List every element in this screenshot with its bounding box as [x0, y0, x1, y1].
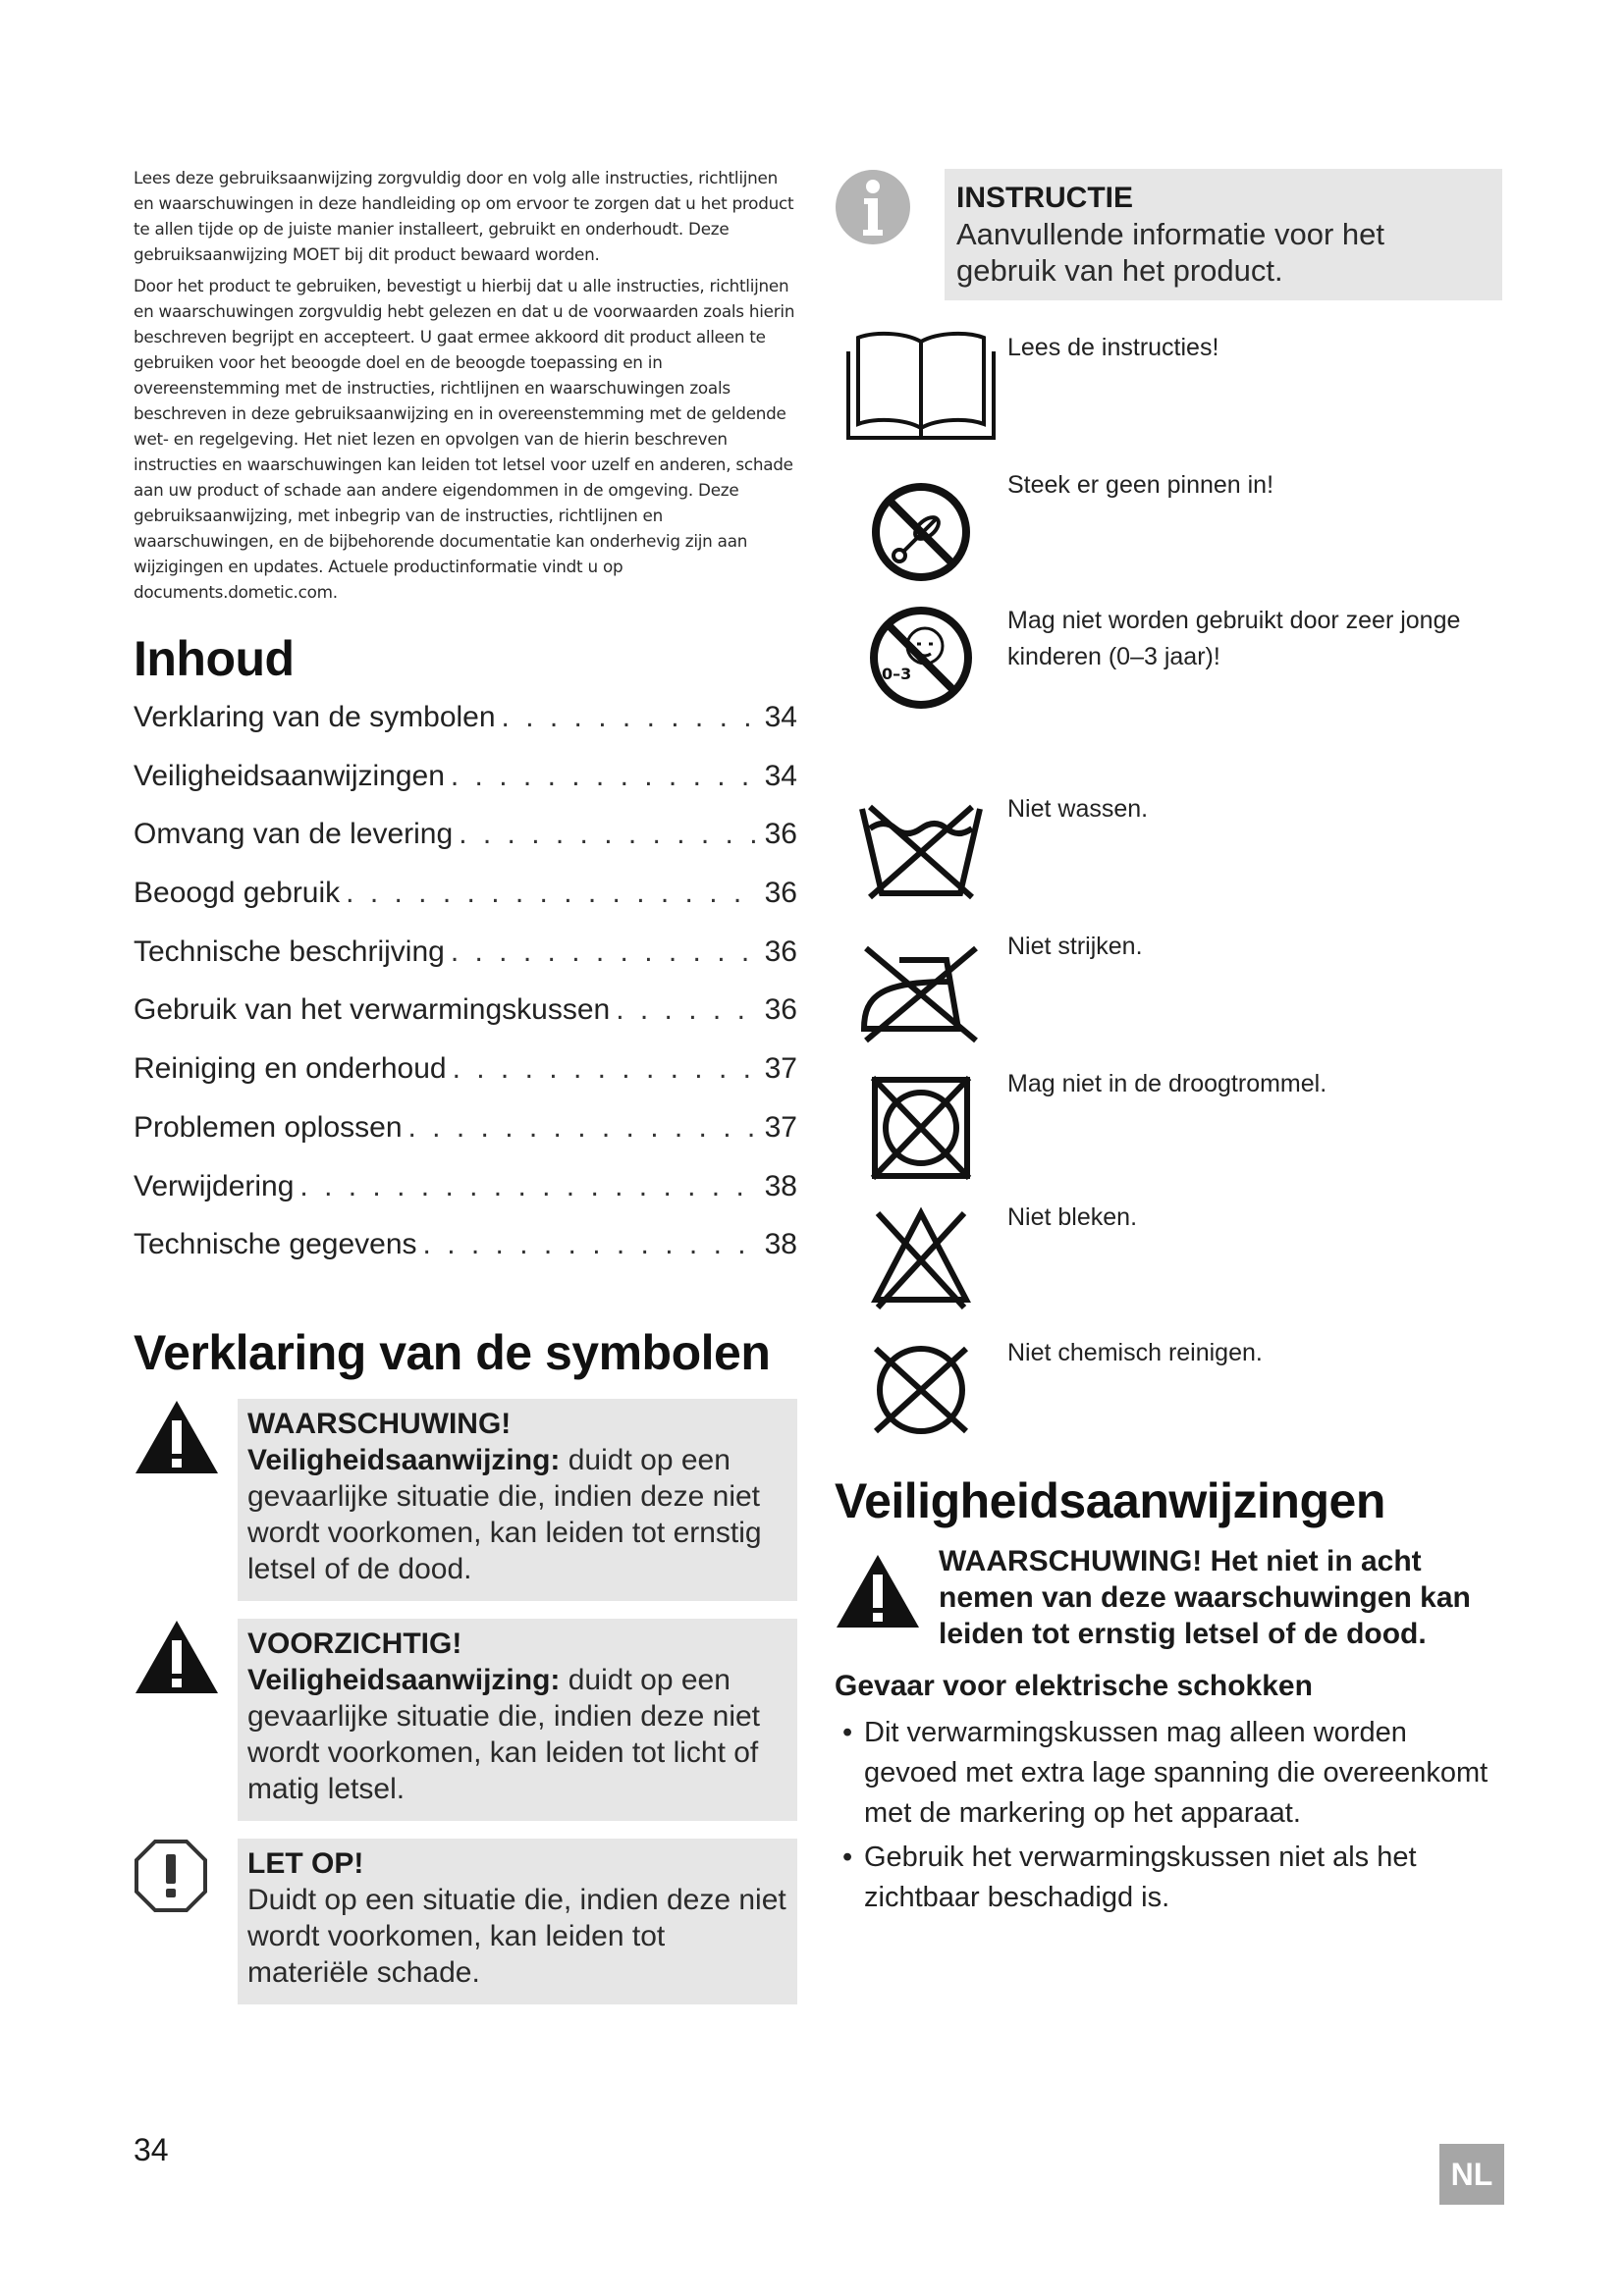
toc-item[interactable] [134, 760, 797, 819]
electric-shock-subheading: Gevaar voor elektrische schokken [835, 1670, 1313, 1702]
symbol-label: Niet strijken. [1007, 933, 1143, 960]
toc-heading: Inhoud [134, 631, 295, 686]
toc-item-page: 37 [764, 1110, 797, 1144]
toc-item-page: 38 [764, 1228, 797, 1261]
warning-text: duidt op een gevaarlijke situatie die, indien deze niet wordt voorkomen, kan leiden tot ernstig letsel of de dood. [247, 1443, 762, 1585]
toc-item-page: 36 [764, 818, 797, 851]
symbol-label: Mag niet in de droogtrommel. [1007, 1070, 1327, 1097]
toc-item-page: 36 [764, 934, 797, 968]
toc-item-title: Verwijdering [134, 1170, 299, 1203]
toc-item-title: Veiligheidsaanwijzingen [134, 760, 451, 793]
toc-item-page: 36 [764, 877, 797, 910]
toc-item[interactable] [134, 993, 797, 1052]
symbol-label: Mag niet worden gebruikt door zeer jonge kinderen (0–3 jaar)! [1007, 607, 1461, 670]
symbol-row [835, 330, 1502, 467]
warning-title: WAARSCHUWING! [247, 1407, 512, 1440]
warning-icon [134, 1399, 238, 1601]
instruction-text: Aanvullende informatie voor het gebruik van het product. [956, 217, 1384, 288]
age-range-label: 0–3 [882, 665, 912, 683]
exclamation-octagon-icon [134, 1839, 238, 2004]
toc-item-page: 37 [764, 1052, 797, 1086]
safety-bullet-list [835, 1713, 1502, 1918]
warning-label: Veiligheidsaanwijzing: [247, 1443, 561, 1476]
intro-paragraph-1: Lees deze gebruiksaanwijzing zorgvuldig door en volg alle instructies, richtlijnen en waarschuwingen in deze handleiding op om ervoor te zorgen dat u het product te allen tijde op de juiste manier installeert, gebruikt en onderhoudt. Deze gebruiksaanwijzing MOET bij dit product bewaard worden. [134, 168, 794, 264]
no-dry-clean-icon [835, 1335, 1007, 1437]
toc-item[interactable] [134, 1170, 797, 1229]
intro-text [134, 165, 797, 605]
symbol-row [835, 1200, 1502, 1335]
instruction-title: INSTRUCTIE [956, 182, 1133, 214]
toc-item[interactable] [134, 818, 797, 877]
toc-item-page: 38 [764, 1169, 797, 1202]
toc-item-title: Omvang van de levering [134, 818, 459, 851]
toc-item-title: Technische gegevens [134, 1228, 423, 1261]
no-young-children-icon [835, 603, 1007, 711]
toc-item[interactable] [134, 935, 797, 994]
caution-text: duidt op een gevaarlijke situatie die, indien deze niet wordt voorkomen, kan leiden tot licht of matig letsel. [247, 1663, 760, 1805]
book-icon [835, 330, 1007, 444]
toc-item[interactable] [134, 1111, 797, 1170]
table-of-contents [134, 701, 797, 1287]
safety-heading: Veiligheidsaanwijzingen [835, 1473, 1385, 1528]
no-pins-icon [835, 467, 1007, 583]
note-notice [134, 1839, 797, 2004]
toc-item[interactable] [134, 877, 797, 935]
caution-icon [134, 1619, 238, 1821]
caution-title: VOORZICHTIG! [247, 1627, 462, 1660]
caution-label: Veiligheidsaanwijzing: [247, 1663, 561, 1696]
toc-item-title: Gebruik van het verwarmingskussen [134, 993, 616, 1027]
symbol-row [835, 929, 1502, 1066]
caution-notice [134, 1619, 797, 1821]
toc-item[interactable] [134, 1052, 797, 1111]
symbol-row [835, 791, 1502, 929]
no-iron-icon [835, 929, 1007, 1044]
note-text: Duidt op een situatie die, indien deze niet wordt voorkomen, kan leiden tot materiële schade. [247, 1883, 786, 1989]
no-bleach-icon [835, 1200, 1007, 1309]
warning-icon [835, 1543, 939, 1652]
page-number: 34 [134, 2132, 169, 2167]
symbol-row [835, 1066, 1502, 1200]
info-icon [835, 169, 945, 300]
no-tumble-dry-icon [835, 1066, 1007, 1182]
toc-item-title: Verklaring van de symbolen [134, 701, 502, 734]
symbol-row [835, 467, 1502, 603]
toc-item-title: Reiniging en onderhoud [134, 1052, 453, 1086]
toc-item-page: 34 [764, 759, 797, 792]
symbols-heading: Verklaring van de symbolen [134, 1324, 771, 1380]
instruction-notice [835, 169, 1502, 300]
symbol-row [835, 603, 1502, 791]
toc-item-page: 36 [764, 993, 797, 1027]
language-badge: NL [1439, 2144, 1504, 2205]
toc-item[interactable] [134, 1228, 797, 1287]
symbol-label: Niet wassen. [1007, 795, 1149, 823]
toc-item-page: 34 [764, 701, 797, 733]
list-item: • Dit verwarmingskussen mag alleen worden gevoed met extra lage spanning die overeenkomt met de markering op het apparaat. [835, 1713, 1502, 1834]
symbol-label: Lees de instructies! [1007, 334, 1219, 361]
safety-warning-text: WAARSCHUWING! Het niet in acht nemen van deze waarschuwingen kan leiden tot ernstig letsel of de dood. [939, 1545, 1471, 1650]
toc-item-title: Beoogd gebruik [134, 877, 346, 910]
toc-item-title: Problemen oplossen [134, 1111, 408, 1145]
warning-notice [134, 1399, 797, 1601]
intro-paragraph-2: Door het product te gebruiken, bevestigt u hierbij dat u alle instructies, richtlijnen en waarschuwingen zorgvuldig hebt gelezen en dat u de voorwaarden zoals hierin beschreven begrijpt en accepteert. U gaat ermee akkoord dit product alleen te gebruiken voor het beoogde doel en de beoogde toepassing en in overeenstemming met de instructies, richtlijnen en waarschuwingen zoals beschreven in deze gebruiksaanwijzing en in overeenstemming met de geldende wet- en regelgeving. Het niet lezen en opvolgen van de hierin beschreven instructies en waarschuwingen kan leiden tot letsel voor uzelf en anderen, schade aan uw product of schade aan andere eigendommen in de omgeving. Deze gebruiksaanwijzing, met inbegrip van de instructies, richtlijnen en waarschuwingen, en de bijbehorende documentatie kan onderhevig zijn aan wijzigingen en updates. Actuele productinformatie vindt u op documents.dometic.com. [134, 276, 795, 602]
symbol-row [835, 1335, 1502, 1443]
toc-item[interactable] [134, 701, 797, 760]
list-item: • Gebruik het verwarmingskussen niet als het zichtbaar beschadigd is. [835, 1838, 1502, 1918]
toc-item-title: Technische beschrijving [134, 935, 451, 969]
right-column [835, 169, 1502, 1922]
symbol-label: Niet chemisch reinigen. [1007, 1339, 1263, 1366]
note-title: LET OP! [247, 1846, 364, 1880]
symbol-label: Steek er geen pinnen in! [1007, 471, 1274, 499]
symbol-label: Niet bleken. [1007, 1203, 1138, 1231]
safety-warning [835, 1543, 1502, 1652]
left-column [134, 165, 797, 2022]
no-wash-icon [835, 791, 1007, 901]
